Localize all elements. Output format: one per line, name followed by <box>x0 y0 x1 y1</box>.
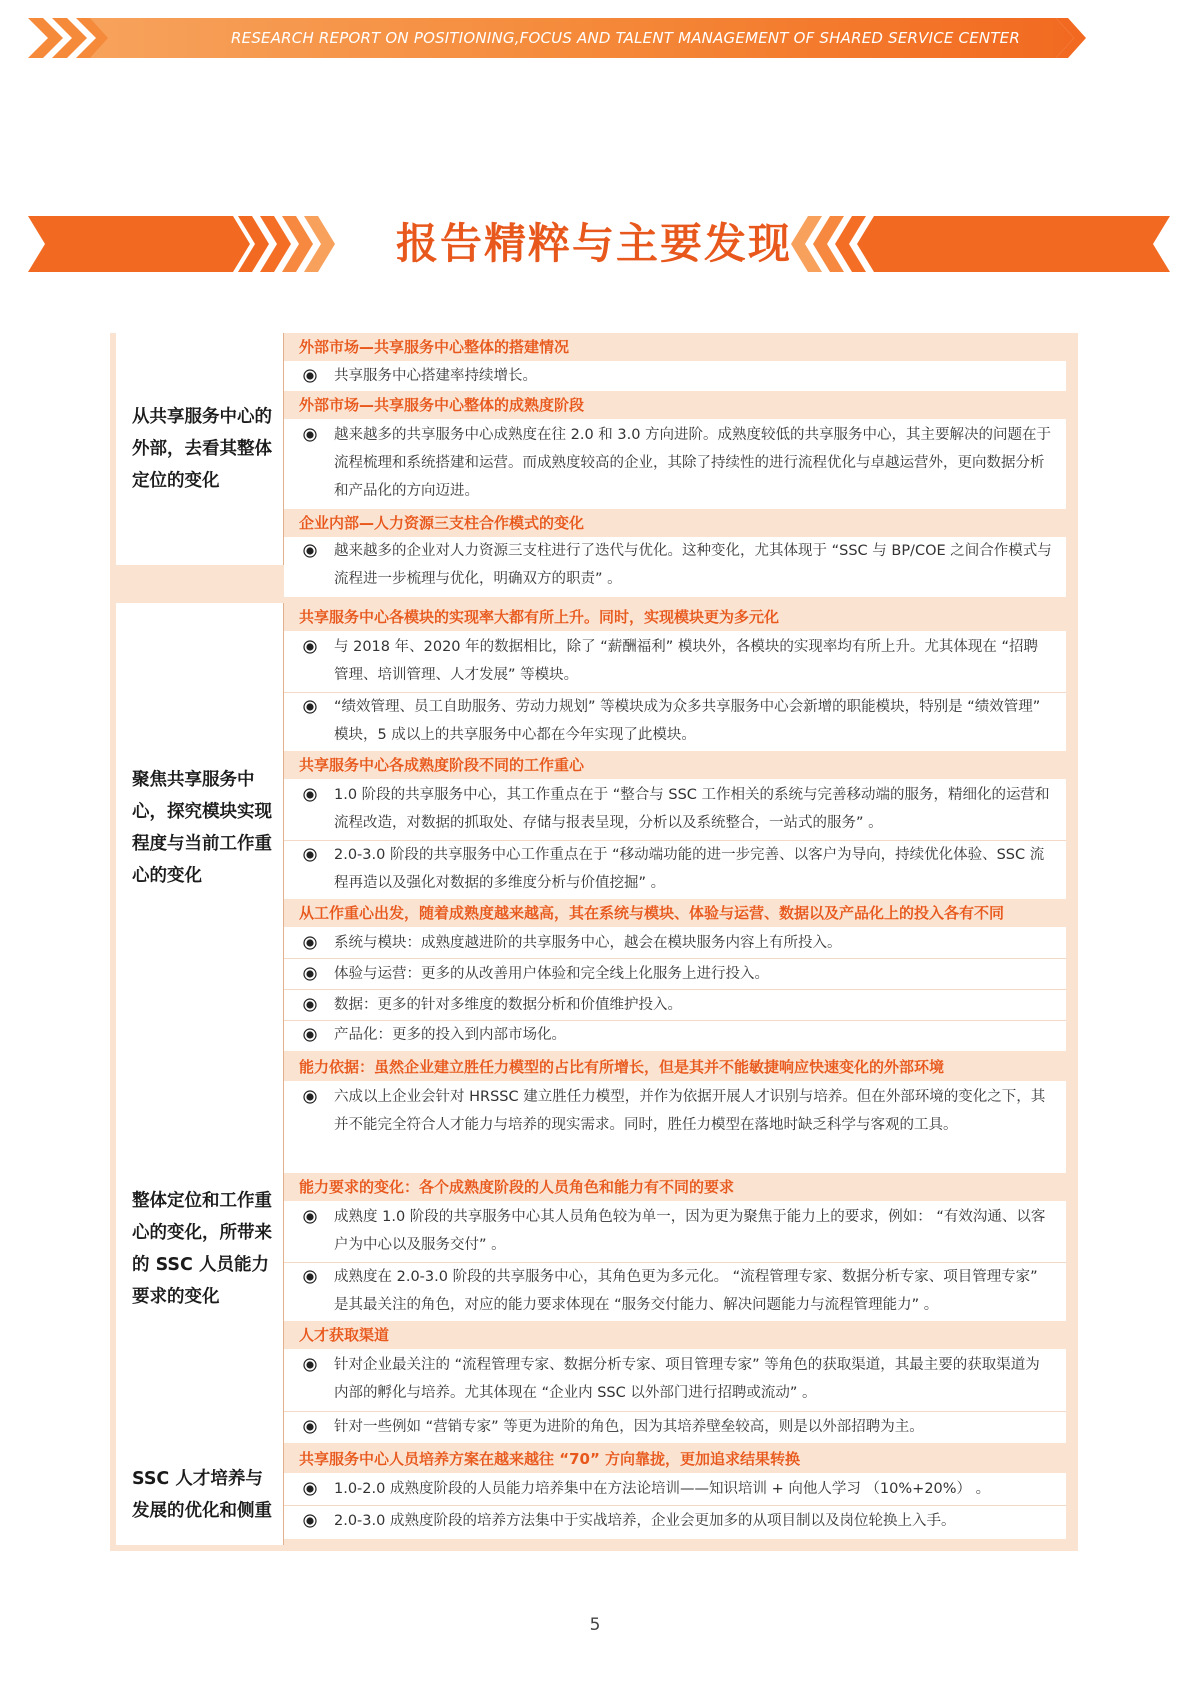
bullet-item <box>284 1203 1066 1259</box>
bullet-text: 共享服务中心搭建率持续增长。 <box>334 368 537 384</box>
bullet-list <box>284 1349 1066 1443</box>
subsection-title: 从工作重心出发，随着成熟度越来越高，其在系统与模块、体验与运营、数据以及产品化上的投入各有不同 <box>299 904 1005 922</box>
bullet-text: 体验与运营：更多的从改善用户体验和完全线上化服务上进行投入。 <box>334 966 769 982</box>
bullet-icon <box>303 1028 317 1042</box>
bullet-item <box>284 693 1066 749</box>
bullet-text: 成熟度 1.0 阶段的共享服务中心其人员角色较为单一，因为更为聚焦于能力上的要求，例如： “有效沟通、以客户为中心以及服务交付” 。 <box>334 1209 1046 1253</box>
bullet-text: 成熟度在 2.0-3.0 阶段的共享服务中心，其角色更为多元化。 “流程管理专家、数据分析专家、项目管理专家” 是其最关注的角色，对应的能力要求体现在 “服务交付能力、解决问题能力与流程管理能力” 。 <box>334 1269 1038 1313</box>
bullet-icon <box>303 998 317 1012</box>
bullet-text: 与 2018 年、2020 年的数据相比，除了 “薪酬福利” 模块外，各模块的实现率均有所上升。尤其体现在 “招聘管理、培训管理、人才发展” 等模块。 <box>334 639 1038 683</box>
subsection-title: 共享服务中心人员培养方案在越来越往 “70” 方向靠拢，更加追求结果转换 <box>299 1450 801 1468</box>
group-content <box>284 1053 1072 1445</box>
bullet-item <box>284 421 1066 505</box>
subsection-title: 能力要求的变化：各个成熟度阶段的人员角色和能力有不同的要求 <box>299 1178 735 1196</box>
group-content <box>284 333 1072 587</box>
bullet-item <box>284 1351 1066 1407</box>
bullet-list <box>284 1201 1066 1321</box>
finding-group <box>110 1445 1078 1545</box>
bullet-text: “绩效管理、员工自助服务、劳动力规划” 等模块成为众多共享服务中心会新增的职能模块，特别是 “绩效管理” 模块，5 成以上的共享服务中心都在今年实现了此模块。 <box>334 699 1041 743</box>
group-label-cell <box>116 1445 284 1545</box>
bullet-item <box>284 1083 1066 1139</box>
bullet-item <box>284 1475 1066 1503</box>
bullet-text: 2.0-3.0 成熟度阶段的培养方法集中于实战培养，企业会更加多的从项目制以及岗位轮换上入手。 <box>334 1513 956 1529</box>
group-content <box>284 603 1072 1053</box>
subsection-title: 人才获取渠道 <box>299 1326 390 1344</box>
item-divider <box>284 958 1066 959</box>
finding-group <box>110 603 1078 1053</box>
group-label: 聚焦共享服务中心，探究模块实现程度与当前工作重心的变化 <box>132 770 272 886</box>
subsection-title: 外部市场—共享服务中心整体的搭建情况 <box>299 338 570 356</box>
bullet-text: 数据：更多的针对多维度的数据分析和价值维护投入。 <box>334 997 682 1013</box>
bullet-item <box>284 1021 1066 1049</box>
bullet-list <box>284 779 1066 899</box>
bullet-list <box>284 419 1066 509</box>
bullet-item <box>284 960 1066 988</box>
bullet-item <box>284 1507 1066 1535</box>
bullet-icon <box>303 1270 317 1284</box>
bullet-icon <box>303 700 317 714</box>
subsection-title: 能力依据：虽然企业建立胜任力模型的占比有所增长，但是其并不能敏捷响应快速变化的外部环境 <box>299 1058 945 1076</box>
bullet-text: 2.0-3.0 阶段的共享服务中心工作重点在于 “移动端功能的进一步完善、以客户为导向，持续优化体验、SSC 流程再造以及强化对数据的多维度分析与价值挖掘” 。 <box>334 847 1045 891</box>
bullet-text: 1.0 阶段的共享服务中心，其工作重点在于 “整合与 SSC 工作相关的系统与完善移动端的服务，精细化的运营和流程改造，对数据的抓取处、存储与报表呈现，分析以及系统整合，一站式的服务” 。 <box>334 787 1050 831</box>
group-label: 从共享服务中心的外部，去看其整体定位的变化 <box>132 407 272 491</box>
subsection-title: 外部市场—共享服务中心整体的成熟度阶段 <box>299 396 585 414</box>
group-label: 整体定位和工作重心的变化，所带来的 SSC 人员能力要求的变化 <box>132 1191 272 1307</box>
bullet-item <box>284 781 1066 837</box>
bullet-text: 越来越多的企业对人力资源三支柱进行了迭代与优化。这种变化，尤其体现于 “SSC 与 BP/COE 之间合作模式与流程进一步梳理与优化，明确双方的职责” 。 <box>334 543 1052 587</box>
bullet-text: 产品化：更多的投入到内部市场化。 <box>334 1027 566 1043</box>
bullet-item <box>284 1263 1066 1319</box>
bullet-icon <box>303 640 317 654</box>
group-label-cell <box>116 1053 284 1445</box>
page-number: 5 <box>589 1615 601 1635</box>
subsection-title: 共享服务中心各成熟度阶段不同的工作重心 <box>299 756 585 774</box>
item-divider <box>284 1505 1066 1506</box>
bullet-item <box>284 362 1066 390</box>
bullet-text: 针对一些例如 “营销专家” 等更为进阶的角色，因为其培养壁垒较高，则是以外部招聘为主。 <box>334 1419 924 1435</box>
header-banner <box>28 18 1168 58</box>
finding-group <box>110 333 1078 587</box>
bullet-list <box>284 1473 1066 1539</box>
item-divider <box>284 989 1066 990</box>
bullet-icon <box>303 1482 317 1496</box>
bullet-item <box>284 537 1066 593</box>
bullet-icon <box>303 1090 317 1104</box>
bullet-icon <box>303 1358 317 1372</box>
bullet-list <box>284 1081 1066 1173</box>
bullet-text: 越来越多的共享服务中心成熟度在往 2.0 和 3.0 方向进阶。成熟度较低的共享服务中心，其主要解决的问题在于流程梳理和系统搭建和运营。而成熟度较高的企业，其除了持续性的进行流程优化与卓越运营外，更向数据分析和产品化的方向迈进。 <box>334 427 1052 499</box>
section-title: 报告精粹与主要发现 <box>395 219 792 268</box>
bullet-icon <box>303 369 317 383</box>
bullet-icon <box>303 936 317 950</box>
bullet-text: 系统与模块：成熟度越进阶的共享服务中心，越会在模块服务内容上有所投入。 <box>334 935 842 951</box>
bullet-item <box>284 929 1066 957</box>
bullet-icon <box>303 428 317 442</box>
bullet-icon <box>303 1420 317 1434</box>
subsection-title: 共享服务中心各模块的实现率大都有所上升。同时，实现模块更为多元化 <box>299 608 780 626</box>
group-label-cell <box>116 333 284 565</box>
bullet-icon <box>303 1514 317 1528</box>
bullet-text: 针对企业最关注的 “流程管理专家、数据分析专家、项目管理专家” 等角色的获取渠道，其最主要的获取渠道为内部的孵化与培养。尤其体现在 “企业内 SSC 以外部门进行招聘或流动” 。 <box>334 1357 1040 1401</box>
subsection-title: 企业内部—人力资源三支柱合作模式的变化 <box>299 514 585 532</box>
bullet-icon <box>303 967 317 981</box>
group-content <box>284 1445 1072 1545</box>
group-label: SSC 人才培养与发展的优化和侧重 <box>132 1469 272 1521</box>
bullet-icon <box>303 544 317 558</box>
bullet-list <box>284 537 1066 597</box>
bullet-icon <box>303 1210 317 1224</box>
bullet-item <box>284 1413 1066 1441</box>
section-title-row <box>28 216 1170 272</box>
bullet-list <box>284 361 1066 391</box>
bullet-item <box>284 841 1066 897</box>
group-label-cell <box>116 603 284 1053</box>
finding-group <box>110 1053 1078 1445</box>
banner-text: RESEARCH REPORT ON POSITIONING,FOCUS AND TALENT MANAGEMENT OF SHARED SERVICE CENTER <box>231 29 1020 47</box>
bullet-item <box>284 633 1066 689</box>
bullet-text: 六成以上企业会针对 HRSSC 建立胜任力模型，并作为依据开展人才识别与培养。但在外部环境的变化之下，其并不能完全符合人才能力与培养的现实需求。同时，胜任力模型在落地时缺乏科学与客观的工具。 <box>334 1089 1046 1133</box>
findings-table <box>110 333 1078 1551</box>
bullet-text: 1.0-2.0 成熟度阶段的人员能力培养集中在方法论培训——知识培训 + 向他人学习 （10%+20%） 。 <box>334 1481 991 1497</box>
item-divider <box>284 1411 1066 1412</box>
bullet-item <box>284 991 1066 1019</box>
bullet-list <box>284 927 1066 1051</box>
bullet-list <box>284 631 1066 751</box>
bullet-icon <box>303 848 317 862</box>
bullet-icon <box>303 788 317 802</box>
